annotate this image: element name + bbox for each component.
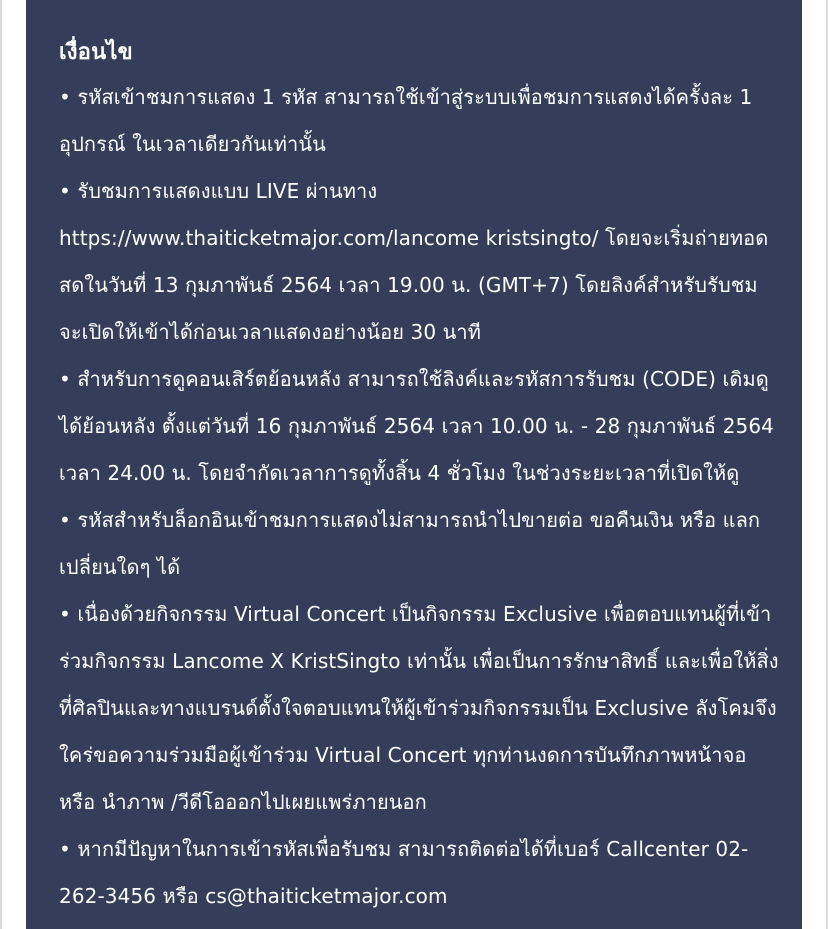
page-border-left [0,0,2,929]
terms-item-live-link: • รับชมการแสดงแบบ LIVE ผ่านทาง https://www.thaiticketmajor.com/lancome kristsingto/ โดยจะเริ่มถ่ายทอดสดในวันที่ 13 กุมภาพันธ์ 2564 เวลา 19.00 น. (GMT+7) โดยลิงค์สำหรับรับชม จะเปิดให้เข้าได้ก่อนเวลาแสดงอย่างน้อย 30 นาที [59,179,769,344]
terms-item-no-resale: • รหัสสำหรับล็อกอินเข้าชมการแสดงไม่สามารถนำไปขายต่อ ขอคืนเงิน หรือ แลกเปลี่ยนใดๆ ได้ [59,508,761,579]
terms-item-one-device: • รหัสเข้าชมการแสดง 1 รหัส สามารถใช้เข้าสู่ระบบเพื่อชมการแสดงได้ครั้งละ 1 อุปกรณ์ ในเวลาเดียวกันเท่านั้น [59,85,753,156]
terms-heading: เงื่อนไข [59,40,133,65]
terms-panel [26,0,802,929]
terms-item-contact: • หากมีปัญหาในการเข้ารหัสเพื่อรับชม สามารถติดต่อได้ที่เบอร์ Callcenter 02-262-3456 หรือ cs@thaiticketmajor.com [59,837,749,908]
terms-item-replay: • สำหรับการดูคอนเสิร์ตย้อนหลัง สามารถใช้ลิงค์และรหัสการรับชม (CODE) เดิมดูได้ย้อนหลัง ตั้งแต่วันที่ 16 กุมภาพันธ์ 2564 เวลา 10.00 น. - 28 กุมภาพันธ์ 2564 เวลา 24.00 น. โดยจำกัดเวลาการดูทั้งสิ้น 4 ชั่วโมง ในช่วงระยะเวลาที่เปิดให้ดู [59,367,774,485]
terms-item-no-recording: • เนื่องด้วยกิจกรรม Virtual Concert เป็นกิจกรรม Exclusive เพื่อตอบแทนผู้ที่เข้าร่วมกิจกรรม Lancome X KristSingto เท่านั้น เพื่อเป็นการรักษาสิทธิ์ และเพื่อให้สิ่งที่ศิลปินและทางแบรนด์ตั้งใจตอบแทนให้ผู้เข้าร่วมกิจกรรมเป็น Exclusive ลังโคมจึงใคร่ขอความร่วมมือผู้เข้าร่วม Virtual Concert ทุกท่านงดการบันทึกภาพหน้าจอ หรือ นำภาพ /วีดีโอออกไปเผยแพร่ภายนอก [59,602,779,814]
